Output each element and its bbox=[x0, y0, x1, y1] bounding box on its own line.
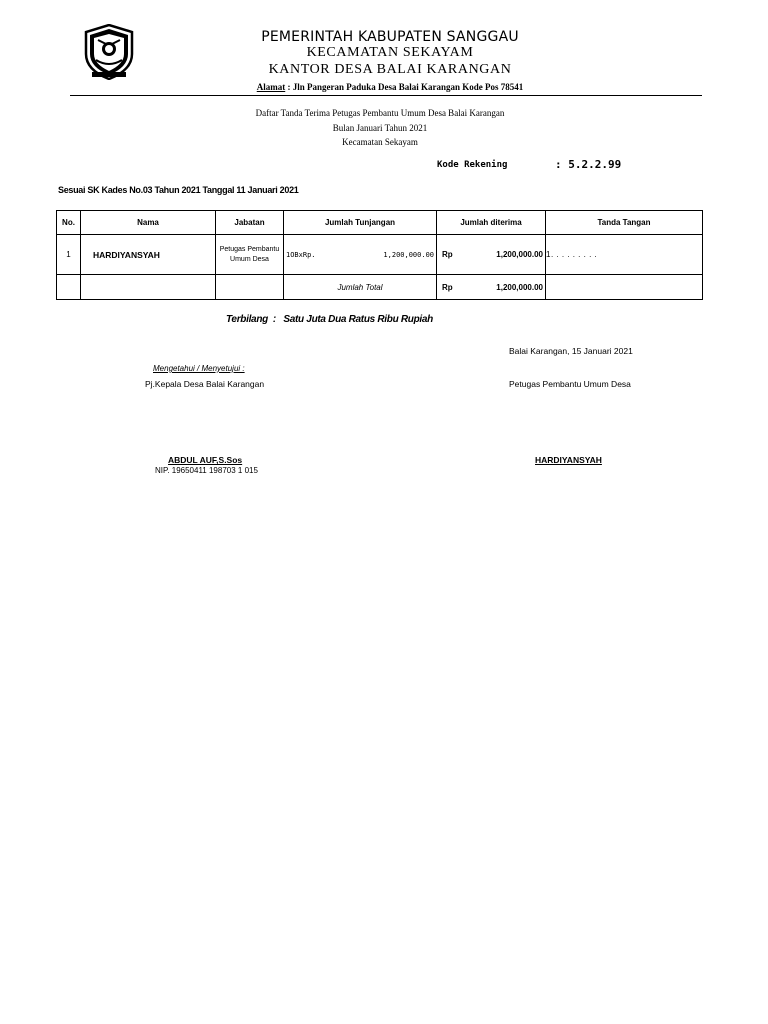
address-label: Alamat bbox=[256, 82, 286, 92]
table-header-row bbox=[57, 211, 703, 235]
left-signer-name: ABDUL AUF,S.Sos bbox=[168, 455, 243, 465]
tunjangan-unit: OB bbox=[290, 250, 299, 259]
document-period: Bulan Januari Tahun 2021 bbox=[332, 123, 428, 133]
row-jumlah-tunjangan bbox=[284, 235, 437, 275]
table-row bbox=[57, 235, 703, 275]
receipt-table bbox=[56, 210, 703, 300]
row-nama: HARDIYANSYAH bbox=[81, 235, 216, 275]
tunjangan-times: x bbox=[298, 250, 303, 259]
total-amount-cell bbox=[437, 275, 546, 300]
col-header-jumlah-tunjangan: Jumlah Tunjangan bbox=[284, 211, 437, 235]
left-signer-role: Pj.Kepala Desa Balai Karangan bbox=[145, 379, 265, 389]
total-amount: 1,200,000.00 bbox=[496, 282, 543, 292]
office-name: KANTOR DESA BALAI KARANGAN bbox=[268, 62, 512, 77]
row-signature-line: 1. . . . . . . . . bbox=[546, 235, 703, 275]
left-signer-nip: NIP. 19650411 198703 1 015 bbox=[155, 466, 258, 475]
letterhead-divider bbox=[70, 95, 702, 96]
document-title: Daftar Tanda Terima Petugas Pembantu Umum Desa Balai Karangan bbox=[255, 108, 505, 118]
total-label: Jumlah Total bbox=[284, 275, 437, 300]
document-district: Kecamatan Sekayam bbox=[342, 137, 418, 147]
col-header-no: No. bbox=[57, 211, 81, 235]
col-header-tanda-tangan: Tanda Tangan bbox=[546, 211, 703, 235]
total-empty-signature bbox=[546, 275, 703, 300]
approval-label: Mengetahui / Menyetujui : bbox=[153, 364, 245, 373]
right-signer-name: HARDIYANSYAH bbox=[535, 455, 602, 465]
total-empty-nama bbox=[81, 275, 216, 300]
right-signer-role: Petugas Pembantu Umum Desa bbox=[509, 379, 631, 389]
col-header-nama: Nama bbox=[81, 211, 216, 235]
district-name: KECAMATAN SEKAYAM bbox=[306, 45, 474, 60]
address-value: : Jln Pangeran Paduka Desa Balai Karangan Kode Pos 78541 bbox=[287, 82, 524, 92]
table-total-row bbox=[57, 275, 703, 300]
government-name: PEMERINTAH KABUPATEN SANGGAU bbox=[261, 29, 519, 45]
tunjangan-rp: Rp. bbox=[302, 250, 316, 259]
jabatan-line2: Umum Desa bbox=[230, 255, 269, 263]
total-currency: Rp bbox=[442, 282, 453, 292]
kode-rekening-value: : 5.2.2.99 bbox=[555, 158, 622, 171]
col-header-jumlah-diterima: Jumlah diterima bbox=[437, 211, 546, 235]
place-date: Balai Karangan, 15 Januari 2021 bbox=[509, 346, 633, 356]
regency-emblem-logo bbox=[82, 24, 136, 80]
tunjangan-amount: 1,200,000.00 bbox=[383, 250, 434, 259]
office-address bbox=[200, 82, 580, 92]
total-empty-jabatan bbox=[216, 275, 284, 300]
total-empty-no bbox=[57, 275, 81, 300]
kode-rekening-label: Kode Rekening bbox=[437, 160, 508, 170]
diterima-amount: 1,200,000.00 bbox=[496, 250, 543, 259]
row-jumlah-diterima bbox=[437, 235, 546, 275]
row-no: 1 bbox=[57, 235, 81, 275]
tunjangan-qty: 1 bbox=[286, 250, 291, 259]
col-header-jabatan: Jabatan bbox=[216, 211, 284, 235]
jabatan-line1: Petugas Pembantu bbox=[219, 245, 280, 253]
diterima-currency: Rp bbox=[442, 250, 453, 259]
sk-reference: Sesuai SK Kades No.03 Tahun 2021 Tanggal 11 Januari 2021 bbox=[58, 185, 299, 195]
row-jabatan bbox=[216, 235, 284, 275]
amount-in-words: Terbilang : Satu Juta Dua Ratus Ribu Rupiah bbox=[226, 314, 433, 325]
